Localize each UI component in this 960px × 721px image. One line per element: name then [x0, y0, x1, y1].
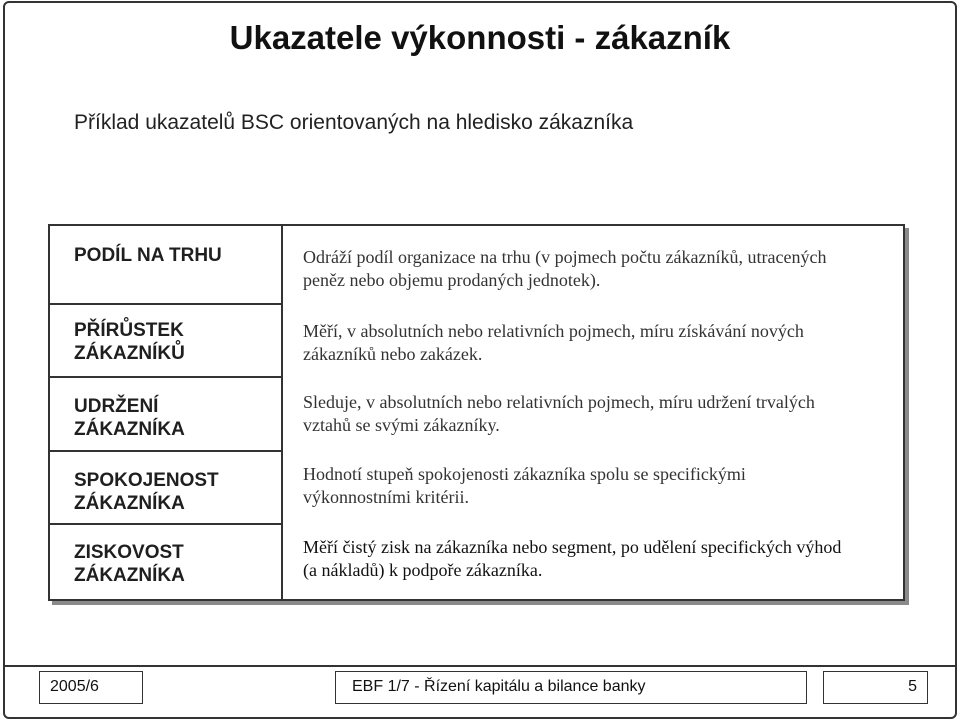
slide-subtitle: Příklad ukazatelů BSC orientovaných na hledisko zákazníka [74, 111, 634, 134]
indicator-description-line: vztahů se svými zákazníky. [303, 415, 500, 435]
indicator-description-line: Sleduje, v absolutních nebo relativních pojmech, míru udržení trvalých [303, 392, 815, 412]
indicator-label-line: UDRŽENÍ [74, 396, 159, 417]
indicator-label [50, 305, 281, 378]
indicator-description [303, 525, 898, 582]
table-row [50, 525, 903, 599]
indicator-description-line: Měří čistý zisk na zákazníka nebo segment, po udělení specifických výhod [303, 537, 842, 557]
table-row [50, 452, 903, 525]
table-row [50, 305, 903, 378]
indicator-label [50, 226, 281, 305]
indicator-description [303, 378, 898, 437]
indicator-table [48, 224, 905, 601]
table-row [50, 378, 903, 452]
indicator-description-line: Hodnotí stupeň spokojenosti zákazníka spolu se specifickými [303, 464, 746, 484]
indicator-description-line: Odráží podíl organizace na trhu (v pojmech počtu zákazníků, utracených [303, 247, 827, 267]
indicator-label-line: SPOKOJENOST [74, 470, 219, 491]
indicator-label-line: ZÁKAZNÍKA [74, 565, 185, 586]
indicator-label-line: PODÍL NA TRHU [74, 245, 222, 266]
indicator-description [303, 452, 898, 509]
indicator-label [50, 378, 281, 452]
indicator-label-line: ZÁKAZNÍKŮ [74, 343, 185, 364]
indicator-description-line: výkonnostními kritérii. [303, 487, 469, 507]
indicator-label-line: PŘÍRŮSTEK [74, 320, 184, 341]
indicator-label [50, 452, 281, 525]
indicator-description-line: peněz nebo objemu prodaných jednotek). [303, 270, 601, 290]
indicator-description [303, 305, 898, 366]
footer-divider [3, 665, 957, 667]
indicator-description-line: Měří, v absolutních nebo relativních pojmech, míru získávání nových [303, 321, 804, 341]
indicator-label-line: ZISKOVOST [74, 542, 184, 563]
indicator-label [50, 525, 281, 599]
indicator-description [303, 226, 898, 292]
footer-year: 2005/6 [39, 671, 143, 704]
indicator-label-line: ZÁKAZNÍKA [74, 419, 185, 440]
indicator-description-line: zákazníků nebo zakázek. [303, 344, 483, 364]
indicator-label-line: ZÁKAZNÍKA [74, 493, 185, 514]
indicator-description-line: (a nákladů) k podpoře zákazníka. [303, 560, 543, 580]
footer-page-number: 5 [823, 671, 928, 704]
table-row [50, 226, 903, 305]
footer-course-title: EBF 1/7 - Řízení kapitálu a bilance banky [335, 671, 807, 704]
slide-title: Ukazatele výkonnosti - zákazník [229, 19, 731, 56]
